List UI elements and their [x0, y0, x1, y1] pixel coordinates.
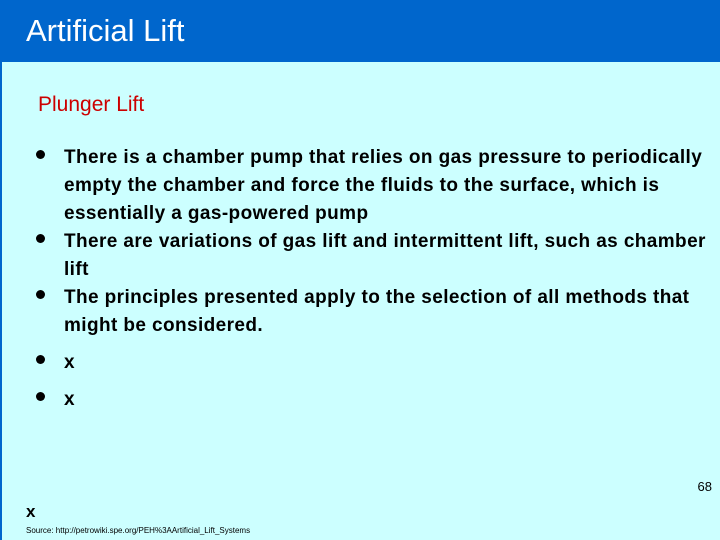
source-citation: Source: http://petrowiki.spe.org/PEH%3AArtificial_Lift_Systems	[26, 526, 251, 535]
bullet-list	[36, 144, 708, 414]
slide-subtitle: Plunger Lift	[38, 93, 145, 116]
bullet-dot-icon	[36, 355, 45, 364]
page-number: 68	[697, 479, 712, 494]
bullet-item	[36, 386, 708, 414]
title-bar	[0, 0, 720, 62]
bullet-item	[36, 144, 708, 228]
bullet-item	[36, 349, 708, 377]
bullet-dot-icon	[36, 150, 45, 159]
bullet-dot-icon	[36, 234, 45, 243]
bullet-text: x	[64, 389, 75, 410]
bullet-item	[36, 284, 708, 340]
bullet-dot-icon	[36, 290, 45, 299]
bullet-text: There is a chamber pump that relies on gas pressure to periodically empty the chamber and force the fluids to the surface, which is essentially a gas-powered pump	[64, 147, 703, 224]
bullet-text: The principles presented apply to the selection of all methods that might be considered.	[64, 287, 690, 336]
bullet-text: x	[64, 352, 75, 373]
bullet-text: There are variations of gas lift and intermittent lift, such as chamber lift	[64, 231, 706, 280]
bullet-dot-icon	[36, 392, 45, 401]
slide-title: Artificial Lift	[26, 13, 185, 48]
footer-mark: x	[26, 502, 36, 521]
bullet-item	[36, 228, 708, 284]
left-border	[0, 62, 2, 540]
